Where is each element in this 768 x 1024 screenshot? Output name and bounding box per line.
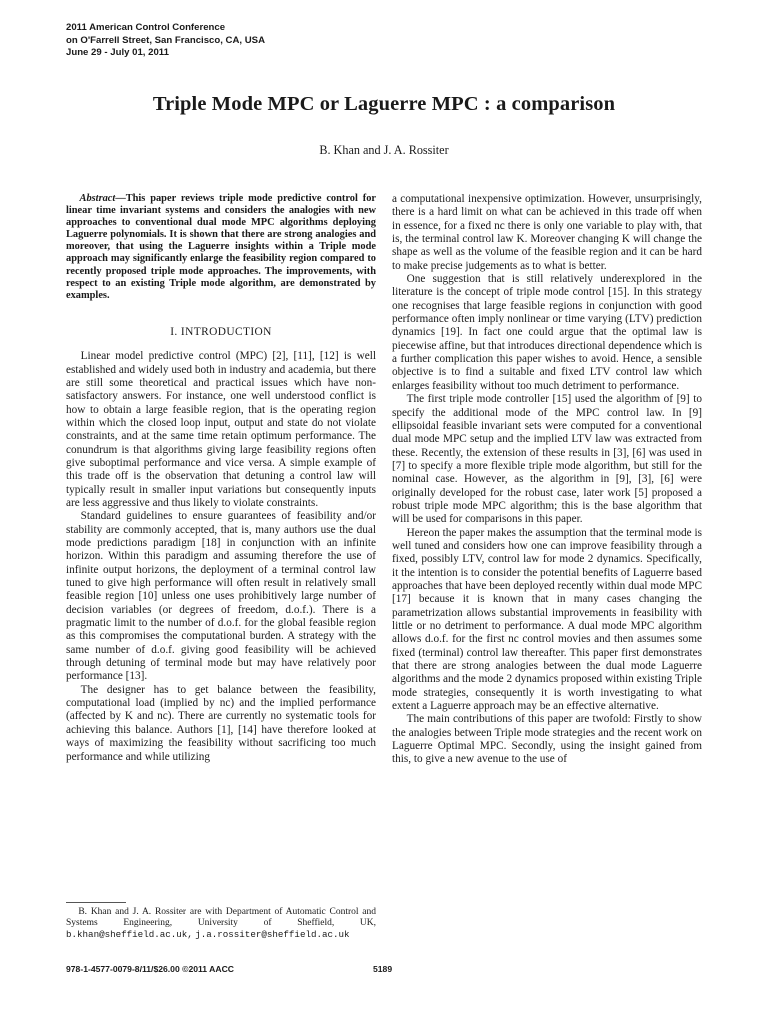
right-column — [392, 193, 702, 767]
footnote-rule — [66, 902, 126, 903]
right-paragraph-5: The main contributions of this paper are twofold: Firstly to show the analogies between Triple mode strategies and the recent work on Laguerre Optimal MPC. Secondly, using the insight gained from this, to give a new avenue to the use of — [392, 713, 702, 766]
right-paragraph-1: a computational inexpensive optimization. However, unsurprisingly, there is a hard limit on what can be achieved in this trade off when in essence, for a fixed nc there is only one variable to play with, that is, the terminal control law K. Moreover changing K will change the shape as well as the volume of the feasible region and it can be hard to make precise judgements as to what is better. — [392, 193, 702, 272]
section-heading-introduction: I. INTRODUCTION — [170, 325, 272, 338]
paper-authors: B. Khan and J. A. Rossiter — [319, 143, 449, 157]
abstract-label: Abstract — [79, 193, 116, 204]
right-paragraph-4: Hereon the paper makes the assumption that the terminal mode is well tuned and considers how one can improve feasibility through a fixed, possibly LTV, control law for mode 2 dynamics. Specifically, it the intention is to consider the potential benefits of Laguerre based approaches that have been deployed recently within dual mode MPC [17] because it is known that in many cases changing the parametrization allows substantial improvements in feasibility with little or no detriment to performance. A dual mode MPC algorithm allows d.o.f. for the first nc control movies and then assumes some fixed (terminal) control law thereafter. This paper first demonstrates that there are strong analogies between the dual mode Laguerre algorithms and the mode 2 dynamics proposed within existing Triple mode strategies, consequently it is worth investigating to what extent a Laguerre approach may be an effective alternative. — [392, 526, 702, 713]
footnote-email-2[interactable]: j.a.rossiter@sheffield.ac.uk — [195, 929, 350, 941]
conference-line-3: June 29 - July 01, 2011 — [66, 47, 169, 59]
footer-page-number: 5189 — [373, 964, 393, 974]
left-paragraph-1: Linear model predictive control (MPC) [2], [11], [12] is well established and widely used both in industry and academia, but there are still some theoretical and practical issues which have non-satisfactory answers. For instance, one well understood conflict is how to obtain a large feasible region, that is the operating region within which the closed loop input, output and state do not violate constraints, and at the same time retain optimum performance. The conundrum is that algorithms giving large feasibility regions often give suboptimal performance and vice versa. A simple example of this trade off is the observation that detuning a control law will typically result in smaller input variations but consequently inputs are less aggressive and thus likely to violate constraints. — [66, 350, 376, 509]
conference-line-1: 2011 American Control Conference — [66, 22, 226, 33]
abstract — [66, 193, 376, 302]
right-paragraph-2: One suggestion that is still relatively underexplored in the literature is the concept of triple mode control [15]. In this strategy one recognises that large feasible regions in conjunction with good performance often imply nonlinear or time varying (LTV) prediction dynamics [19]. In fact one could argue that the optimal law is piecewise affine, but that introduces directional dependence which is a further complication this paper wishes to avoid. Hence, a sensible objective is to find a suitable and fixed LTV control law which enlarges feasibility without too much detriment to performance. — [392, 273, 702, 392]
left-paragraph-2: Standard guidelines to ensure guarantees of feasibility and/or stability are commonly accepted, that is, many authors use the dual mode predictions paradigm [18] in conjunction with an infinite horizon. Within this paradigm and assuming therefore the use of infinite output horizons, the deployment of a terminal control law tuned to give high performance will often result in relatively small feasible region [10] unless one uses prohibitively large number of decision variables (or degrees of freedom, d.o.f.). There is a pragmatic limit to the number of d.o.f. for the global feasible region as this compromises the computational burden. A strategy with the same number of d.o.f. giving good feasibility will be achieved through detuning of terminal mode but may have relatively poor performance [13]. — [66, 510, 376, 683]
right-paragraph-3: The first triple mode controller [15] used the algorithm of [9] to specify the additional mode of the MPC control law. In [9] ellipsoidal feasible invariant sets were computed for a conventional dual mode MPC setup and the implied LTV law was extracted from these. Recently, the extension of these results in [3], [6] was used in [7] to specify a more flexible triple mode algorithm, but still for the nominal case. However, as the algorithm in [9], [3], [6] were originally developed for the robust case, later work [5] proposed a robust triple mode MPC algorithm; this is the base algorithm that will be used for comparisons in this paper. — [392, 393, 702, 526]
conference-info — [66, 22, 265, 60]
left-column — [66, 193, 376, 764]
abstract-text: This paper reviews triple mode predictive control for linear time invariant systems and considers the analogies with new approaches to conventional dual mode MPC algorithms deploying Laguerre polynomials. It is shown that there are strong analogies and moreover, that using the Laguerre insights within a Triple mode approach may significantly enlarge the feasibility region compared to recently proposed triple mode approaches. The improvements, with respect to an existing Triple mode algorithm, are demonstrated by examples. — [66, 193, 376, 301]
abstract-dash: — — [115, 193, 126, 204]
paper-title: Triple Mode MPC or Laguerre MPC : a comparison — [152, 93, 616, 115]
footnote-email-1[interactable]: b.khan@sheffield.ac.uk, — [66, 929, 193, 941]
footnote-text: B. Khan and J. A. Rossiter are with Department of Automatic Control and Systems Engineering, University of Sheffield, UK, — [66, 907, 376, 929]
left-paragraph-3: The designer has to get balance between the feasibility, computational load (implied by nc) and the implied performance (affected by K and nc). There are currently no systematic tools for achieving this balance. Authors [1], [14] have therefore looked at ways of maximizing the feasibility without sacrificing too much performance and while utilizing — [66, 683, 376, 763]
author-footnote — [66, 907, 376, 942]
footer-isbn: 978-1-4577-0079-8/11/$26.00 ©2011 AACC — [66, 964, 234, 974]
conference-line-2: on O'Farrell Street, San Francisco, CA, USA — [66, 34, 266, 46]
